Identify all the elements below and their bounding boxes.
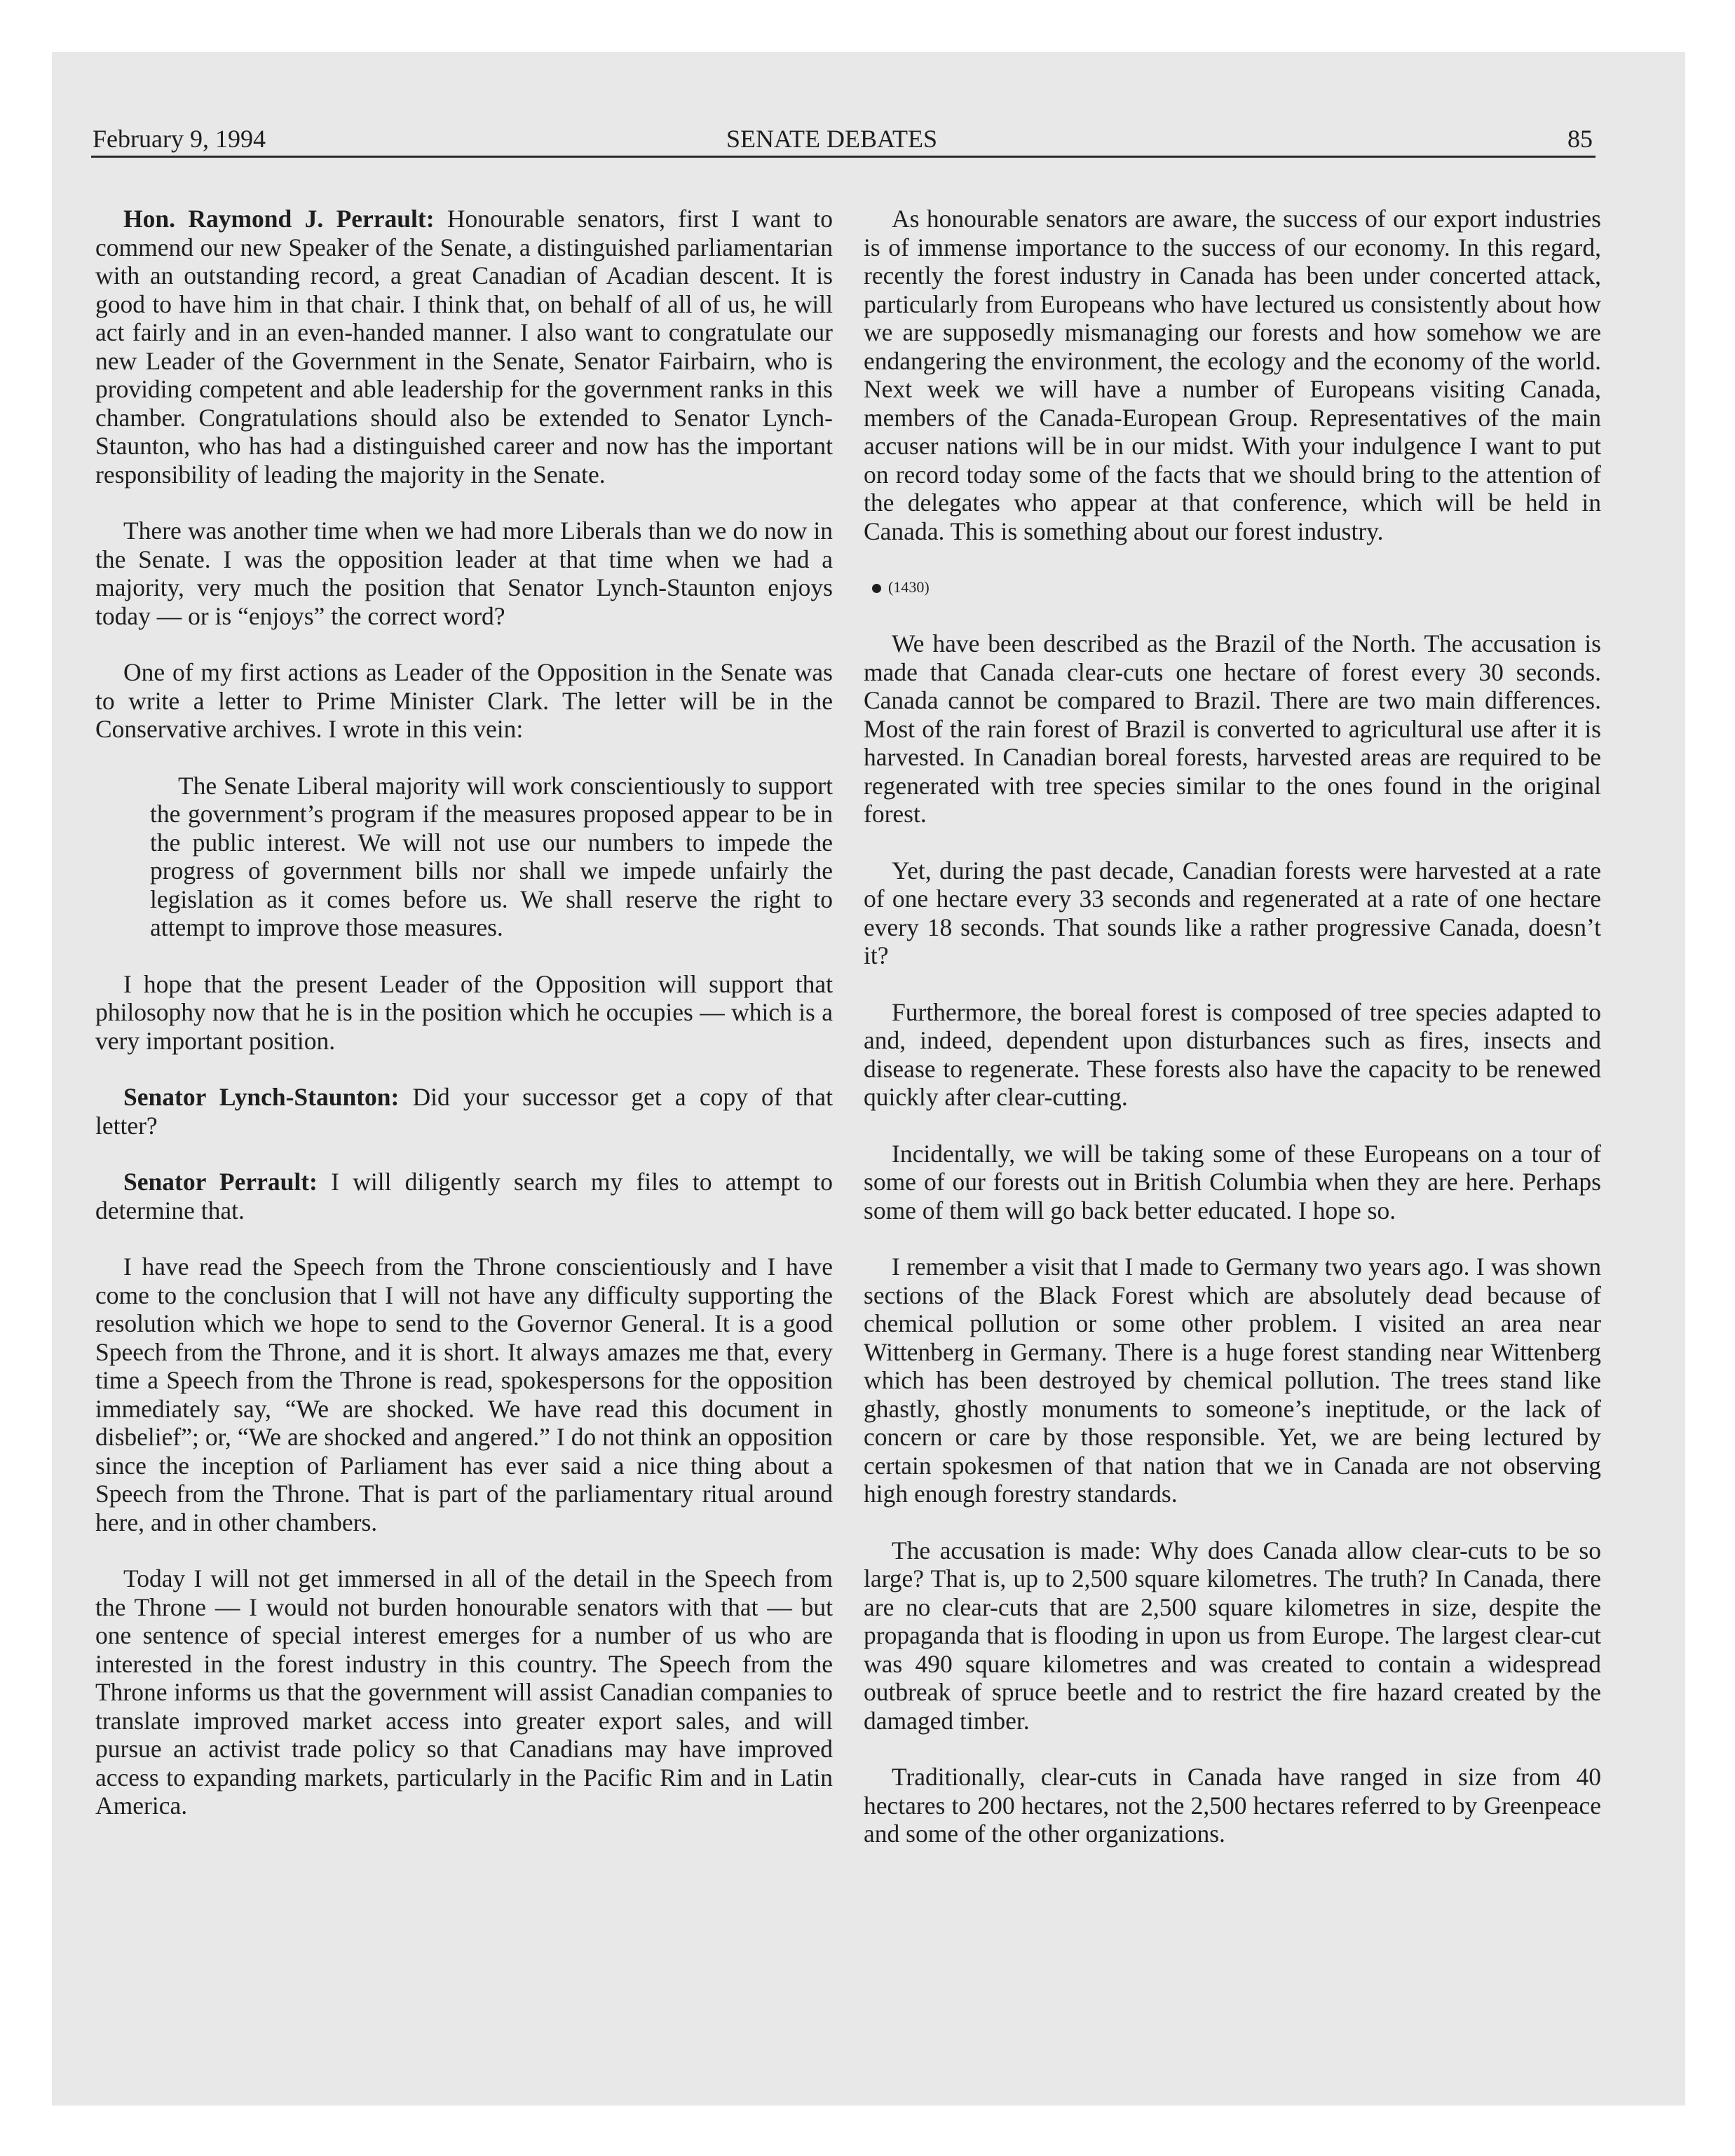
paragraph: There was another time when we had more Liberals than we do now in the Senate. I was the opposition leader at that time when we had a majority, very much the position that Senator Lynch-Staunton enjoys today — or is “enjoys” the correct word? bbox=[95, 517, 833, 630]
header-title: SENATE DEBATES bbox=[726, 125, 938, 153]
paragraph: Traditionally, clear-cuts in Canada have ranged in size from 40 hectares to 200 hectares, not the 2,500 hectares referred to by Greenpeace and some of the other organizations. bbox=[864, 1763, 1601, 1848]
bullet-icon bbox=[872, 584, 881, 593]
paragraph bbox=[95, 1083, 833, 1140]
speech-text: Honourable senators, first I want to commend our new Speaker of the Senate, a distinguished parliamentarian with an outstanding record, a great Canadian of Acadian descent. It is good to have him in that chair. I think that, on behalf of all of us, he will act fairly and in an even-handed manner. I also want to congratulate our new Leader of the Government in the Senate, Senator Fairbairn, who is providing competent and able leadership for the government ranks in this chamber. Congratulations should also be extended to Senator Lynch-Staunton, who has had a distinguished career and now has the important responsibility of leading the majority in the Senate. bbox=[95, 205, 833, 489]
paragraph: Today I will not get immersed in all of the detail in the Speech from the Throne — I would not burden honourable senators with that — but one sentence of special interest emerges for a number of us who are interested in the forest industry in this country. The Speech from the Throne informs us that the government will assist Canadian companies to translate improved market access into greater export sales, and will pursue an activist trade policy so that Canadians may have improved access to expanding markets, particularly in the Pacific Rim and in Latin America. bbox=[95, 1564, 833, 1820]
header-rule bbox=[91, 156, 1595, 158]
paragraph: The accusation is made: Why does Canada allow clear-cuts to be so large? That is, up to 2,500 square kilometres. The truth? In Canada, there are no clear-cuts that are 2,500 square kilometres in size, despite the propaganda that is flooding in upon us from Europe. The largest clear-cut was 490 square kilometres and was created to contain a widespread outbreak of spruce beetle and to restrict the fire hazard created by the damaged timber. bbox=[864, 1536, 1601, 1735]
paragraph bbox=[95, 1168, 833, 1224]
paragraph: Furthermore, the boreal forest is composed of tree species adapted to and, indeed, dependent upon disturbances such as fires, insects and disease to regenerate. These forests also have the capacity to be renewed quickly after clear-cutting. bbox=[864, 997, 1601, 1111]
right-column bbox=[864, 205, 1601, 1876]
header-page-number: 85 bbox=[1567, 125, 1593, 153]
paragraph: Yet, during the past decade, Canadian forests were harvested at a rate of one hectare every 33 seconds and regenerated at a rate of one hectare every 18 seconds. That sounds like a rather progressive Canada, doesn’t it? bbox=[864, 856, 1601, 969]
time-marker bbox=[872, 573, 1601, 601]
header-date: February 9, 1994 bbox=[93, 125, 266, 153]
paragraph: One of my first actions as Leader of the Opposition in the Senate was to write a letter to Prime Minister Clark. The letter will be in the Conservative archives. I wrote in this vein: bbox=[95, 658, 833, 743]
left-column bbox=[95, 205, 833, 1848]
speaker-name: Hon. Raymond J. Perrault: bbox=[123, 205, 435, 233]
block-quote: The Senate Liberal majority will work conscientiously to support the government’s program if the measures proposed appear to be in the public interest. We will not use our numbers to impede the progress of government bills nor shall we impede unfairly the legislation as it comes before us. We shall reserve the right to attempt to improve those measures. bbox=[150, 771, 833, 941]
speech-text: I will diligently search my files to attempt to determine that. bbox=[95, 1168, 834, 1224]
paragraph bbox=[95, 205, 833, 489]
time-marker-text: (1430) bbox=[888, 578, 930, 596]
paragraph: I hope that the present Leader of the Opposition will support that philosophy now that he is in the position which he occupies — which is a very important position. bbox=[95, 969, 833, 1055]
paragraph: As honourable senators are aware, the success of our export industries is of immense importance to the success of our economy. In this regard, recently the forest industry in Canada has been under concerted attack, particularly from Europeans who have lectured us consistently about how we are supposedly mismanaging our forests and how somehow we are endangering the environment, the ecology and the economy of the world. Next week we will have a number of Europeans visiting Canada, members of the Canada-European Group. Representatives of the main accuser nations will be in our midst. With your indulgence I want to put on record today some of the facts that we should bring to the attention of the delegates who appear at that conference, which will be held in Canada. This is something about our forest industry. bbox=[864, 205, 1601, 545]
speaker-name: Senator Perrault: bbox=[123, 1168, 318, 1196]
paragraph: Incidentally, we will be taking some of these Europeans on a tour of some of our forests out in British Columbia when they are here. Perhaps some of them will go back better educated. I hope so. bbox=[864, 1139, 1601, 1224]
speaker-name: Senator Lynch-Staunton: bbox=[123, 1083, 400, 1111]
paragraph: We have been described as the Brazil of the North. The accusation is made that Canada clear-cuts one hectare of forest every 30 seconds. Canada cannot be compared to Brazil. There are two main differences. Most of the rain forest of Brazil is converted to agricultural use after it is harvested. In Canadian boreal forests, harvested areas are required to be regenerated with tree species similar to the ones found in the original forest. bbox=[864, 629, 1601, 828]
paragraph: I have read the Speech from the Throne conscientiously and I have come to the conclusion that I will not have any difficulty supporting the resolution which we hope to send to the Governor General. It is a good Speech from the Throne, and it is short. It always amazes me that, every time a Speech from the Throne is read, spokespersons for the opposition immediately say, “We are shocked. We have read this document in disbelief”; or, “We are shocked and angered.” I do not think an opposition since the inception of Parliament has ever said a nice thing about a Speech from the Throne. That is part of the parliamentary ritual around here, and in other chambers. bbox=[95, 1253, 833, 1536]
paragraph: I remember a visit that I made to Germany two years ago. I was shown sections of the Black Forest which are absolutely dead because of chemical pollution or some other problem. I visited an area near Wittenberg in Germany. There is a huge forest standing near Wittenberg which has been destroyed by chemical pollution. The trees stand like ghastly, ghostly monuments to someone’s ineptitude, or the lack of concern or care by those responsible. Yet, we are being lectured by certain spokesmen of that nation that we in Canada are not observing high enough forestry standards. bbox=[864, 1253, 1601, 1508]
speech-text: Did your successor get a copy of that letter? bbox=[95, 1083, 833, 1140]
